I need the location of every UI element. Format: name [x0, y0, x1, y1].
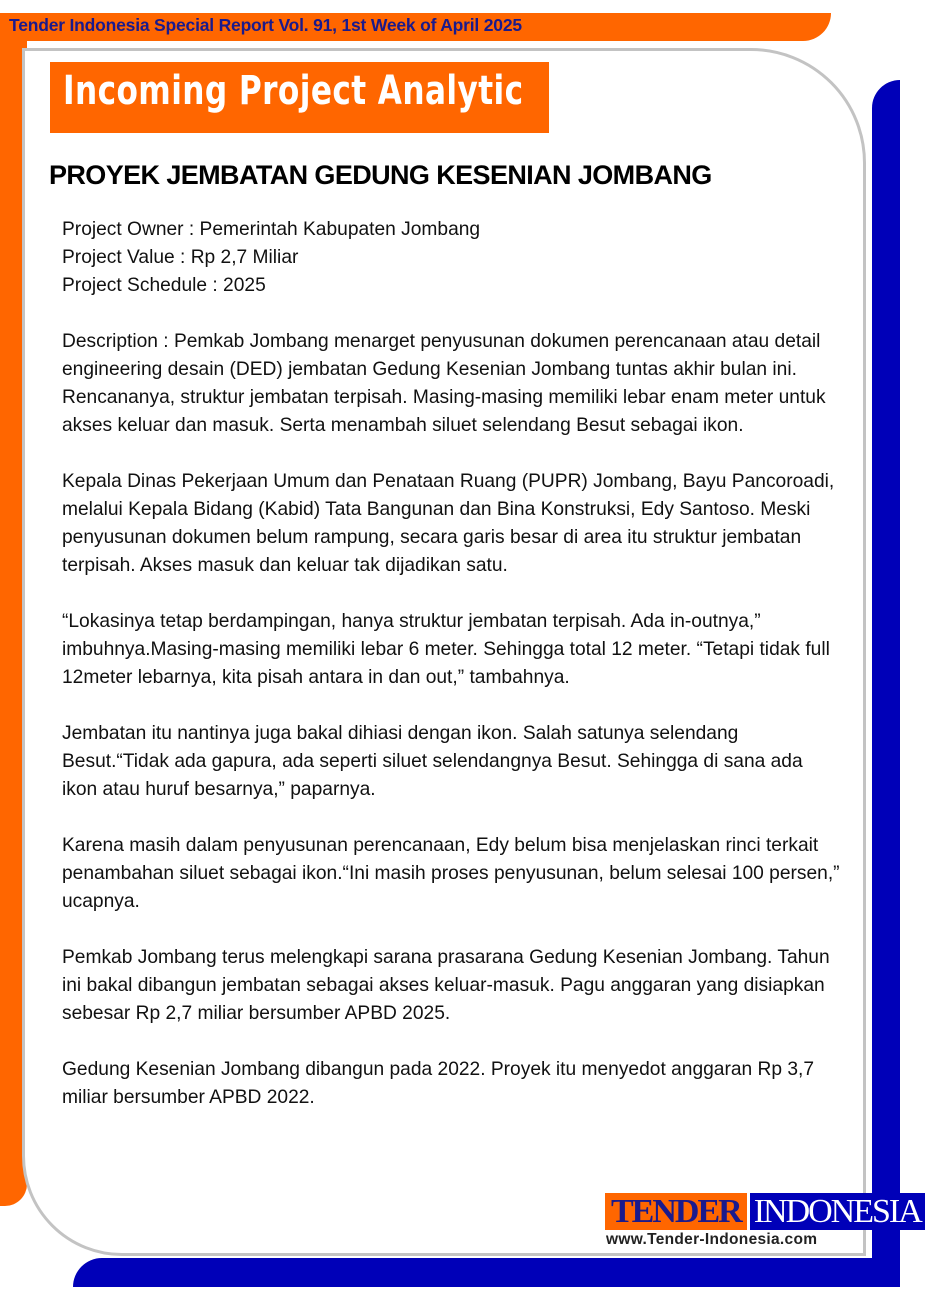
- section-title-box: [50, 62, 549, 133]
- paragraph: Jembatan itu nantinya juga bakal dihiasi dengan ikon. Salah satunya selendang Besut.“Tidak ada gapura, ada seperti siluet selendangnya Besut. Sehingga di sana ada ikon atau huruf besarnya,” paparnya.: [62, 723, 803, 800]
- paragraph: Kepala Dinas Pekerjaan Umum dan Penataan Ruang (PUPR) Jombang, Bayu Pancoroadi, melalui Kepala Bidang (Kabid) Tata Bangunan dan Bina Konstruksi, Edy Santoso. Meski penyusunan dokumen belum rampung, secara garis besar di area itu struktur jembatan terpisah. Akses masuk dan keluar tak dijadikan satu.: [62, 471, 835, 576]
- project-schedule: Project Schedule : 2025: [62, 275, 266, 296]
- report-header: Tender Indonesia Special Report Vol. 91, 1st Week of April 2025: [9, 15, 522, 35]
- logo-word-tender: TENDER: [605, 1193, 747, 1230]
- website-url[interactable]: www.Tender-Indonesia.com: [606, 1231, 818, 1248]
- blue-bottom-bar: [73, 1258, 900, 1287]
- article-content: [62, 216, 842, 1140]
- project-owner: Project Owner : Pemerintah Kabupaten Jombang: [62, 219, 481, 240]
- project-meta: [62, 216, 842, 300]
- paragraph: Pemkab Jombang terus melengkapi sarana prasarana Gedung Kesenian Jombang. Tahun ini bakal dibangun jembatan sebagai akses keluar-masuk. Pagu anggaran yang disiapkan sebesar Rp 2,7 miliar bersumber APBD 2025.: [62, 947, 830, 1024]
- tender-indonesia-logo: [605, 1193, 925, 1230]
- blue-right-bar: [872, 80, 900, 1287]
- paragraph: Karena masih dalam penyusunan perencanaan, Edy belum bisa menjelaskan rinci terkait penambahan siluet sebagai ikon.“Ini masih proses penyusunan, belum selesai 100 persen,” ucapnya.: [62, 835, 840, 912]
- logo-word-indonesia: INDONESIA: [750, 1193, 925, 1230]
- project-value: Project Value : Rp 2,7 Miliar: [62, 247, 299, 268]
- section-title: Incoming Project Analytic: [63, 68, 524, 114]
- paragraph-description: Description : Pemkab Jombang menarget penyusunan dokumen perencanaan atau detail engineering desain (DED) jembatan Gedung Kesenian Jombang tuntas akhir bulan ini. Rencananya, struktur jembatan terpisah. Masing-masing memiliki lebar enam meter untuk akses keluar dan masuk. Serta menambah siluet selendang Besut sebagai ikon.: [62, 331, 826, 436]
- paragraph: Gedung Kesenian Jombang dibangun pada 2022. Proyek itu menyedot anggaran Rp 3,7 miliar bersumber APBD 2022.: [62, 1059, 815, 1108]
- paragraph: “Lokasinya tetap berdampingan, hanya struktur jembatan terpisah. Ada in-outnya,” imbuhnya.Masing-masing memiliki lebar 6 meter. Sehingga total 12 meter. “Tetapi tidak full 12meter lebarnya, kita pisah antara in dan out,” tambahnya.: [62, 611, 830, 688]
- project-heading: PROYEK JEMBATAN GEDUNG KESENIAN JOMBANG: [49, 160, 712, 190]
